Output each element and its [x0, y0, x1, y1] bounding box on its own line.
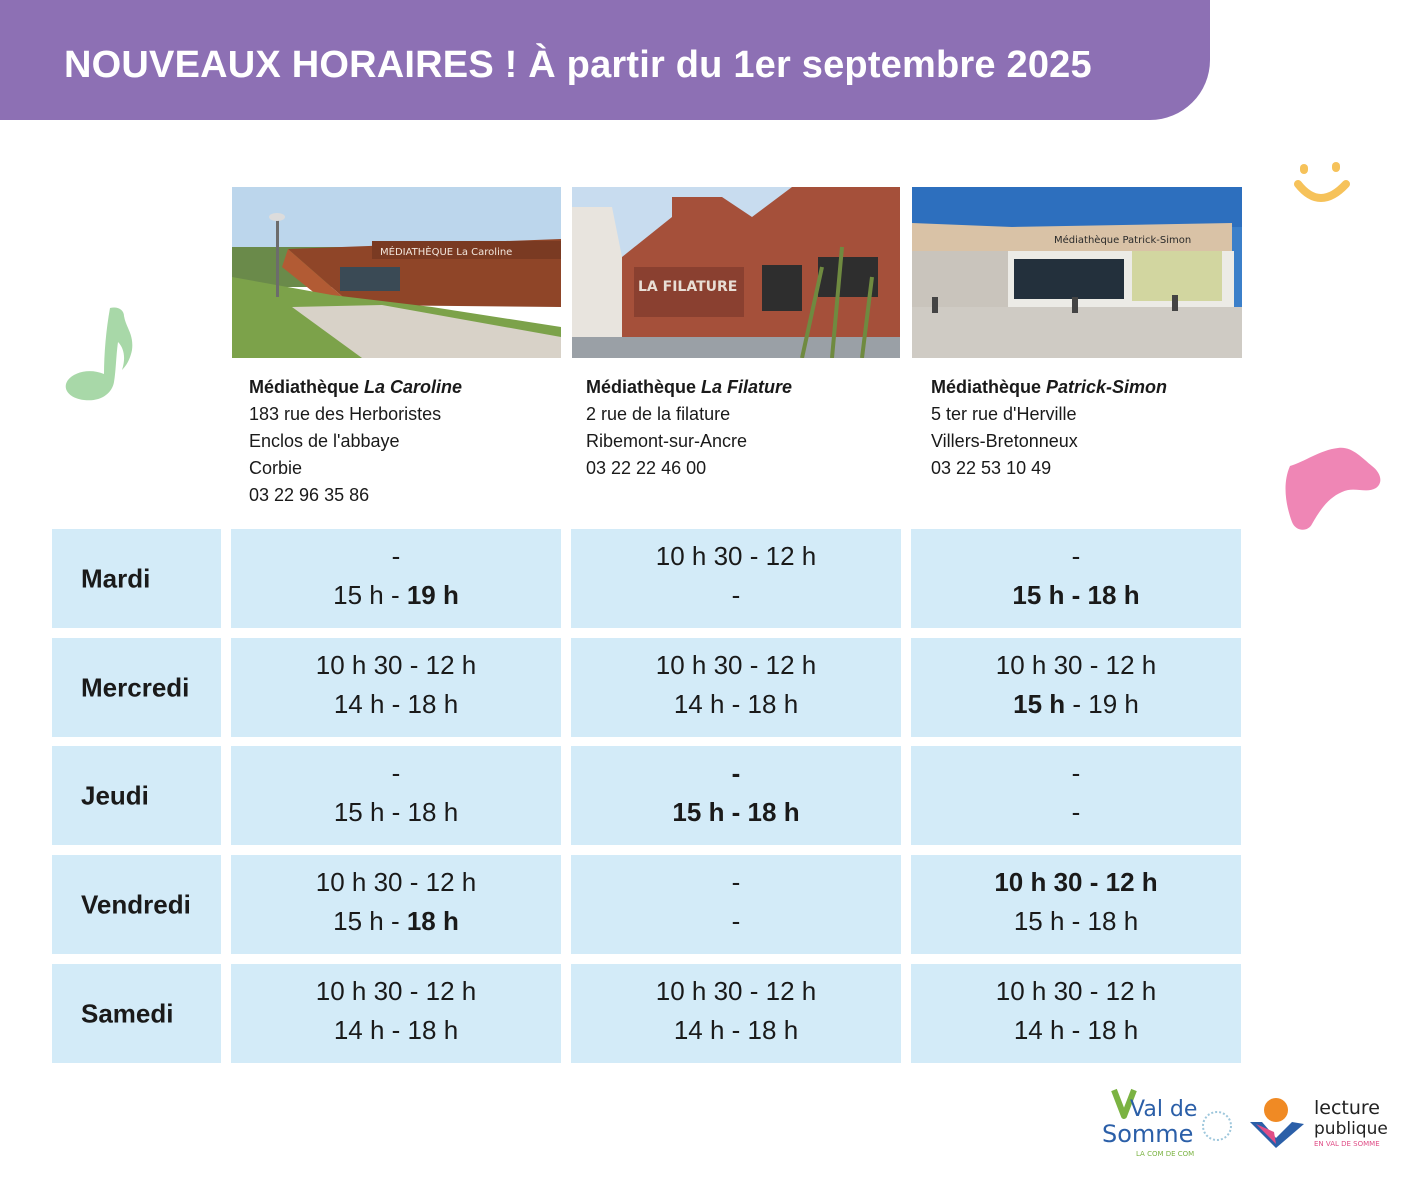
morning-slot: 10 h 30 - 12 h [655, 976, 817, 1006]
address-line: 183 rue des Herboristes [249, 404, 442, 424]
hours-cell [911, 746, 1241, 845]
morning-slot: 10 h 30 - 12 h [315, 867, 477, 897]
address-city: Ribemont-sur-Ancre [586, 431, 748, 451]
morning-slot: 10 h 30 - 12 h [315, 650, 477, 680]
hours-cell [911, 638, 1241, 737]
page-title: NOUVEAUX HORAIRES ! À partir du 1er septembre 2025 [64, 44, 1092, 86]
smile-icon [1294, 160, 1350, 210]
afternoon-slot: 14 h - 18 h [333, 689, 459, 719]
hours-cell [231, 638, 561, 737]
lecture-publique-logo [1248, 1094, 1398, 1154]
logo-text-line2: Somme [1102, 1120, 1194, 1148]
afternoon-slot: 15 h - 19 h [333, 580, 459, 610]
address-la-filature [586, 374, 792, 482]
morning-slot: - [731, 867, 741, 897]
afternoon-slot: - [731, 906, 741, 936]
afternoon-slot: 14 h - 18 h [333, 1015, 459, 1045]
morning-slot: 10 h 30 - 12 h [655, 541, 817, 571]
afternoon-slot: 14 h - 18 h [673, 1015, 799, 1045]
morning-slot: 10 h 30 - 12 h [995, 976, 1157, 1006]
day-label: Vendredi [81, 889, 191, 919]
day-label: Jeudi [81, 780, 149, 810]
phone-number: 03 22 96 35 86 [249, 485, 370, 505]
day-label: Samedi [81, 998, 174, 1028]
hours-cell [571, 964, 901, 1063]
day-cell [52, 638, 221, 737]
logo-text-line1: Val de [1130, 1097, 1198, 1122]
hours-cell [231, 529, 561, 628]
afternoon-slot: - [1071, 797, 1081, 827]
afternoon-slot: 14 h - 18 h [1013, 1015, 1139, 1045]
hours-cell [571, 638, 901, 737]
photo-la-filature [572, 187, 900, 358]
afternoon-slot: 15 h - 18 h [1012, 580, 1140, 610]
val-de-somme-logo [1100, 1086, 1234, 1162]
logo-tagline: LA COM DE COM [1136, 1150, 1195, 1158]
address-line: 2 rue de la filature [586, 404, 731, 424]
day-label: Mardi [81, 563, 151, 593]
hours-cell [231, 746, 561, 845]
morning-slot: - [391, 758, 401, 788]
afternoon-slot: 15 h - 18 h [1013, 906, 1139, 936]
music-note-icon [60, 304, 140, 404]
address-city: Corbie [249, 458, 303, 478]
hours-cell [911, 529, 1241, 628]
hours-cell [911, 855, 1241, 954]
logo-tagline: EN VAL DE SOMME [1314, 1140, 1380, 1148]
library-name: Médiathèque Patrick-Simon [931, 377, 1168, 397]
afternoon-slot: 14 h - 18 h [673, 689, 799, 719]
header-banner [0, 0, 1210, 120]
hours-cell [231, 855, 561, 954]
blob-shape-icon [1280, 444, 1384, 534]
day-cell [52, 855, 221, 954]
address-la-caroline [249, 374, 462, 509]
morning-slot: - [1071, 758, 1081, 788]
day-cell [52, 746, 221, 845]
address-line: 5 ter rue d'Herville [931, 404, 1077, 424]
hours-cell [571, 746, 901, 845]
phone-number: 03 22 22 46 00 [586, 458, 707, 478]
photo-la-caroline [232, 187, 561, 358]
address-city: Villers-Bretonneux [931, 431, 1078, 451]
afternoon-slot: 15 h - 18 h [333, 797, 459, 827]
logo-text-lecture: lecture [1314, 1097, 1380, 1119]
morning-slot: 10 h 30 - 12 h [655, 650, 817, 680]
morning-slot: 10 h 30 - 12 h [315, 976, 477, 1006]
afternoon-slot: 15 h - 19 h [1013, 689, 1139, 719]
hours-cell [571, 529, 901, 628]
photo-sign-filature: LA FILATURE [638, 279, 738, 295]
hours-cell [231, 964, 561, 1063]
logo-text-publique: publique [1314, 1119, 1388, 1139]
morning-slot: - [391, 541, 401, 571]
address-line: Enclos de l'abbaye [249, 431, 400, 451]
afternoon-slot: 15 h - 18 h [333, 906, 459, 936]
morning-slot: - [731, 758, 741, 788]
library-name: Médiathèque La Filature [586, 377, 793, 397]
library-name: Médiathèque La Caroline [249, 377, 463, 397]
hours-cell [571, 855, 901, 954]
photo-sign-caroline: MÉDIATHÈQUE La Caroline [380, 247, 513, 258]
afternoon-slot: 15 h - 18 h [672, 797, 800, 827]
morning-slot: - [1071, 541, 1081, 571]
day-cell [52, 964, 221, 1063]
hours-cell [911, 964, 1241, 1063]
photo-patrick-simon [912, 187, 1242, 358]
address-patrick-simon [931, 374, 1167, 482]
photo-sign-patrick-simon: Médiathèque Patrick-Simon [1054, 235, 1192, 246]
morning-slot: 10 h 30 - 12 h [994, 867, 1158, 897]
afternoon-slot: - [731, 580, 741, 610]
morning-slot: 10 h 30 - 12 h [995, 650, 1157, 680]
day-cell [52, 529, 221, 628]
day-label: Mercredi [81, 672, 190, 702]
phone-number: 03 22 53 10 49 [931, 458, 1052, 478]
